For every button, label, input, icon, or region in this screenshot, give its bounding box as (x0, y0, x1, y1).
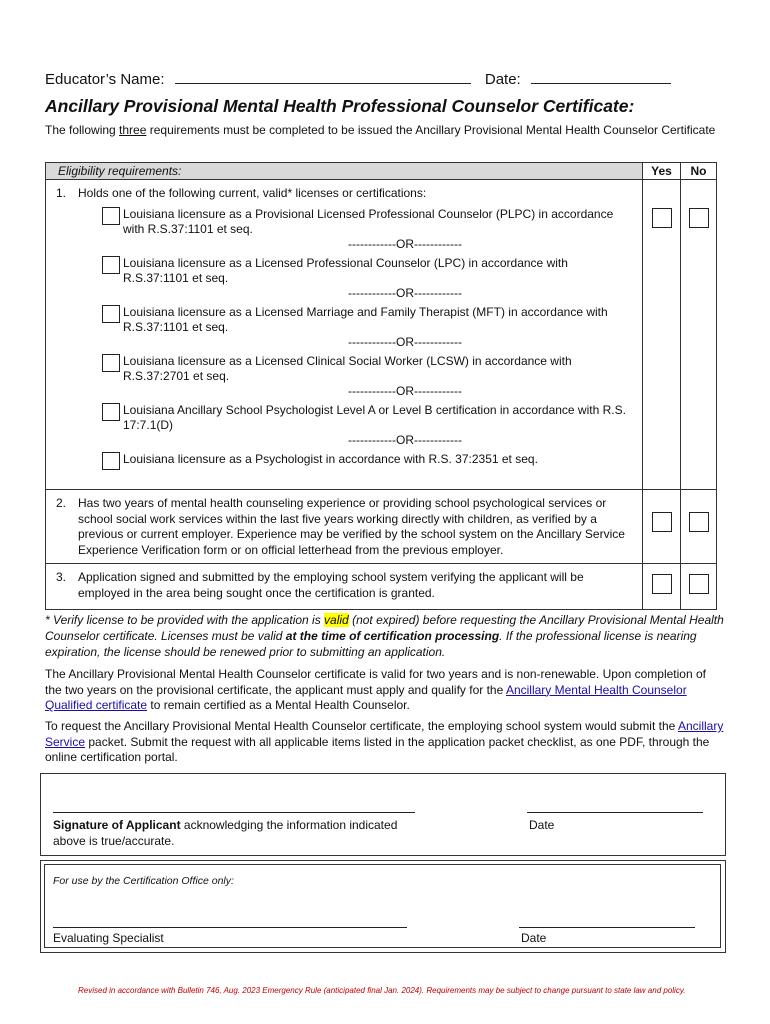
date-field[interactable] (531, 70, 671, 84)
qualified-certificate-link[interactable]: Ancillary Mental Health Counselor Qualified certificate (45, 682, 687, 712)
signature-box (40, 773, 726, 856)
note-part1: * Verify license to be provided with the application is (45, 613, 325, 627)
signature-caption (53, 817, 413, 849)
option-plpc-text: Louisiana licensure as a Provisional Licensed Professional Counselor (PLPC) in accordance with R.S.37:1101 et seq. (123, 207, 614, 236)
req2-number: 2. (56, 496, 67, 510)
req1-number: 1. (56, 186, 67, 200)
specialist-line[interactable] (53, 927, 407, 928)
or-separator: ------------OR------------ (348, 433, 462, 447)
option-plpc-checkbox[interactable] (102, 207, 120, 225)
or-separator: ------------OR------------ (348, 286, 462, 300)
option-lpc (56, 256, 634, 286)
request-after: packet. Submit the request with all applicable items listed in the application packet checklist, as one PDF, through the online certification portal. (45, 734, 710, 764)
requirement-row-2 (46, 490, 717, 564)
eligibility-header: Eligibility requirements: (46, 163, 643, 180)
educator-name-label: Educator’s Name: (45, 71, 165, 88)
req2-text: Has two years of mental health counseling experience or providing school psychological services or school social work services within the last five years working directly with children, as verified by a previous or current employer. Experience may be verified by the school system on the Ancillary Service Experience Verification form or on official letterhead from the previous employer. (78, 496, 625, 557)
option-psychologist-text: Louisiana licensure as a Psychologist in accordance with R.S. 37:2351 et seq. (123, 452, 538, 466)
header-line (45, 70, 671, 88)
validity-note (45, 612, 725, 660)
or-separator: ------------OR------------ (348, 237, 462, 251)
request-before: To request the Ancillary Provisional Mental Health Counselor certificate, the employing school system would submit the (45, 719, 678, 733)
intro-after: requirements must be completed to be issued the Ancillary Provisional Mental Health Counselor Certificate (146, 123, 716, 137)
office-date-label: Date (521, 931, 547, 945)
educator-name-field[interactable] (175, 70, 471, 84)
option-mft-checkbox[interactable] (102, 305, 120, 323)
option-psychologist (56, 452, 634, 467)
option-lcsw (56, 354, 634, 384)
option-mft (56, 305, 634, 335)
note-bold: at the time of certification processing (285, 629, 500, 643)
office-box-inner (44, 864, 721, 948)
or-separator: ------------OR------------ (348, 335, 462, 349)
date-label: Date: (484, 71, 521, 88)
req3-text: Application signed and submitted by the employing school system verifying the applicant will be employed in the area being sought once the certification is granted. (78, 570, 584, 600)
option-lpc-checkbox[interactable] (102, 256, 120, 274)
or-separator: ------------OR------------ (348, 384, 462, 398)
signature-date-line[interactable] (527, 812, 703, 813)
signature-line[interactable] (53, 812, 415, 813)
option-school-psych-checkbox[interactable] (102, 403, 120, 421)
specialist-label: Evaluating Specialist (53, 931, 164, 945)
req3-number: 3. (56, 570, 67, 584)
ancillary-service-link[interactable]: Ancillary Service (45, 719, 724, 749)
validity-paragraph (45, 667, 725, 714)
req3-no-checkbox[interactable] (689, 574, 709, 594)
office-box-outer (40, 860, 726, 953)
option-school-psych-text: Louisiana Ancillary School Psychologist Level A or Level B certification in accordance with R.S. 17:7.1(D) (123, 403, 626, 432)
note-part3: . If the professional license is nearing expiration, the license should be renewed prior to submitting an application. (45, 629, 697, 659)
req2-no-checkbox[interactable] (689, 512, 709, 532)
signature-rest: acknowledging the information indicated above is true/accurate. (53, 818, 398, 848)
intro-underlined: three (119, 123, 147, 137)
office-label: For use by the Certification Office only: (53, 875, 234, 887)
option-mft-text: Louisiana licensure as a Licensed Marriage and Family Therapist (MFT) in accordance with R.S.37:1101 et seq. (123, 305, 608, 334)
eligibility-table (45, 162, 717, 610)
validity-before: The Ancillary Provisional Mental Health Counselor certificate is valid for two years and is non-renewable. Upon completion of the two years on the provisional certificate, the applicant must apply and qualify for the (45, 667, 706, 697)
option-lcsw-checkbox[interactable] (102, 354, 120, 372)
office-date-line[interactable] (519, 927, 695, 928)
no-header: No (681, 163, 717, 180)
page-title: Ancillary Provisional Mental Health Professional Counselor Certificate: (45, 96, 635, 116)
intro-before: The following (45, 123, 120, 137)
revision-footer: Revised in accordance with Bulletin 746, Aug. 2023 Emergency Rule (anticipated final Jan. 2024). Requirements may be subject to change pursuant to state law and policy. (78, 986, 686, 995)
req1-yes-checkbox[interactable] (652, 208, 672, 228)
req2-yes-checkbox[interactable] (652, 512, 672, 532)
option-lcsw-text: Louisiana licensure as a Licensed Clinical Social Worker (LCSW) in accordance with R.S.37:2701 et seq. (123, 354, 572, 383)
req1-text: Holds one of the following current, valid* licenses or certifications: (78, 186, 427, 200)
option-plpc (56, 207, 634, 237)
option-lpc-text: Louisiana licensure as a Licensed Professional Counselor (LPC) in accordance with R.S.37:1101 et seq. (123, 256, 568, 285)
requirement-row-1 (46, 180, 717, 490)
requirement-row-3 (46, 564, 717, 610)
validity-after: to remain certified as a Mental Health Counselor. (147, 698, 410, 712)
intro-text (45, 122, 725, 139)
note-part2: (not expired) before requesting the Ancillary Provisional Mental Health Counselor certificate. Licenses must be valid (45, 613, 724, 643)
signature-bold: Signature of Applicant (53, 818, 181, 832)
req1-no-checkbox[interactable] (689, 208, 709, 228)
request-paragraph (45, 719, 725, 766)
option-psychologist-checkbox[interactable] (102, 452, 120, 470)
note-highlight: valid (324, 613, 349, 627)
yes-header: Yes (643, 163, 681, 180)
req3-yes-checkbox[interactable] (652, 574, 672, 594)
option-school-psych (56, 403, 634, 433)
signature-date-label: Date (529, 818, 555, 832)
